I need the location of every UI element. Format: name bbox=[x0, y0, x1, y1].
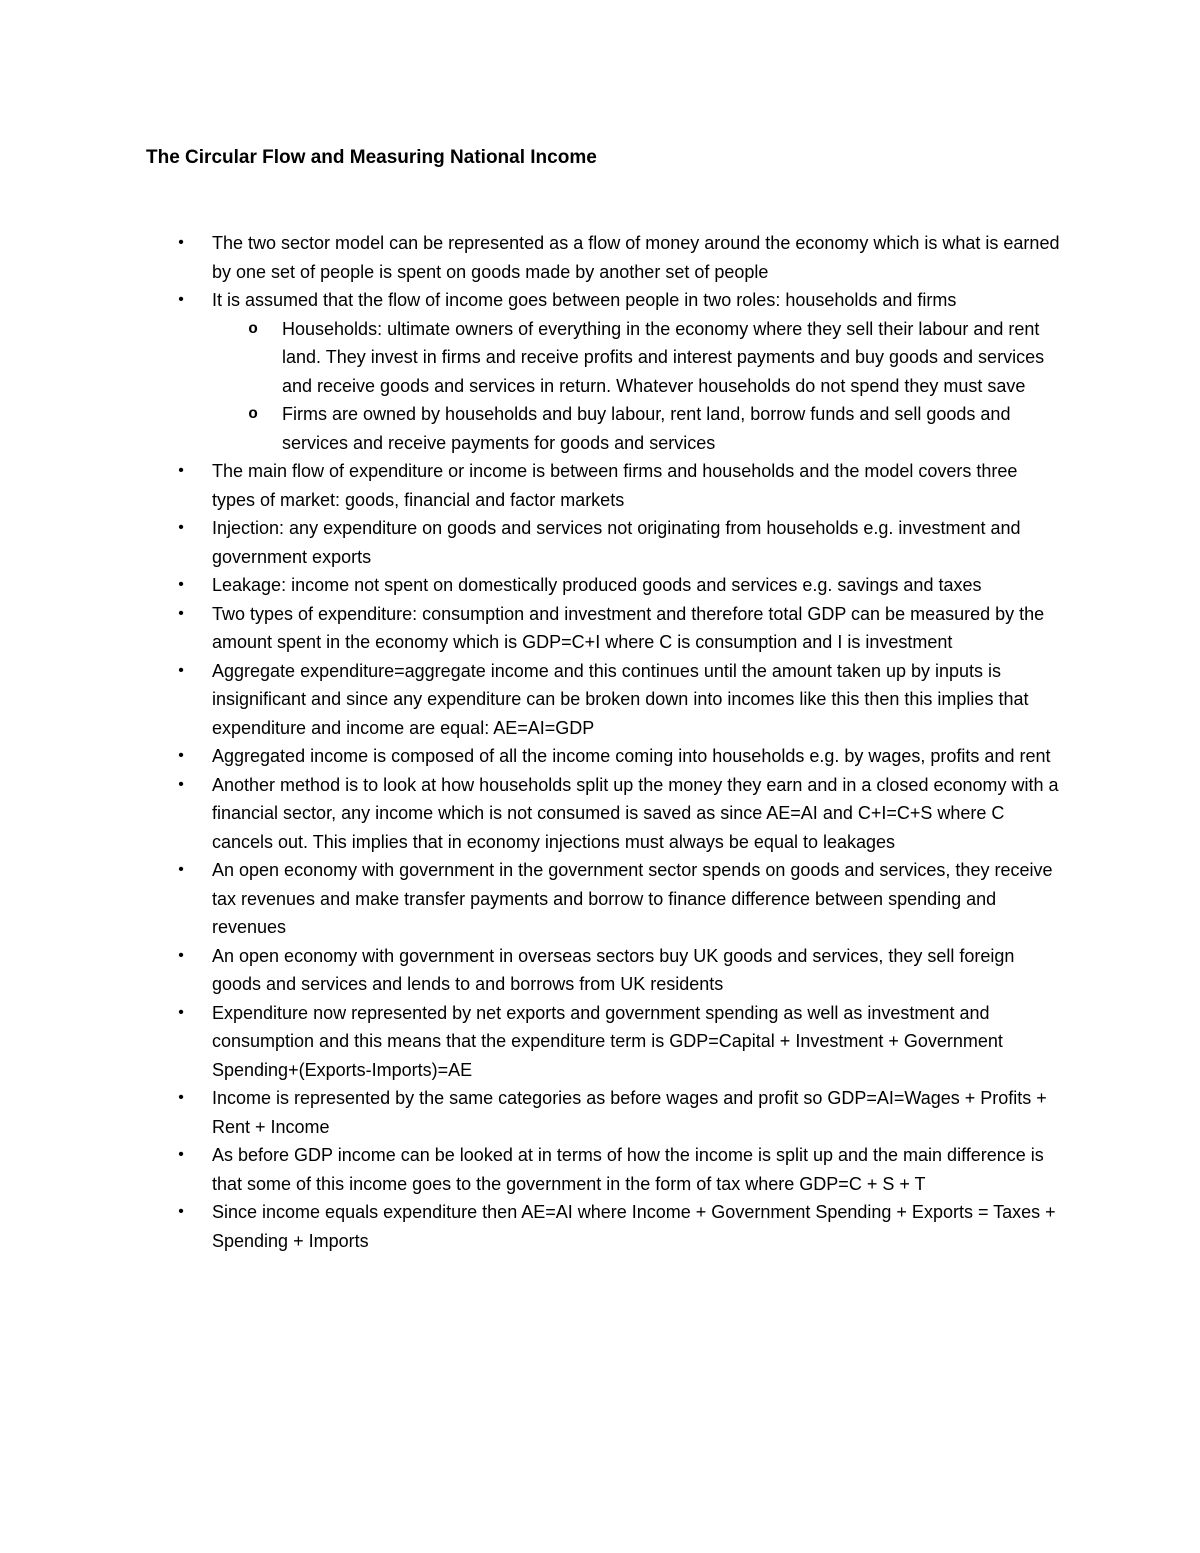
bullet-icon: • bbox=[178, 1089, 184, 1106]
bullet-icon: • bbox=[178, 1146, 184, 1163]
bullet-icon: • bbox=[178, 234, 184, 251]
sub-bullet-icon: o bbox=[248, 405, 258, 423]
list-item-text: Expenditure now represented by net exports and government spending as well as investment and consumption and this means that the expenditure term is GDP=Capital + Investment + Government Spending+(Exports-Imports)=AE bbox=[212, 1002, 1003, 1080]
bullet-icon: • bbox=[178, 462, 184, 479]
list-item-text: An open economy with government in overseas sectors buy UK goods and services, they sell foreign goods and services and lends to and borrows from UK residents bbox=[212, 945, 1015, 994]
list-item-text: Aggregate expenditure=aggregate income and this continues until the amount taken up by inputs is insignificant and since any expenditure can be broken down into incomes like this then this implies that expenditure and income are equal: AE=AI=GDP bbox=[212, 660, 1029, 738]
list-item bbox=[0, 457, 1060, 514]
list-item bbox=[0, 942, 1060, 999]
list-item bbox=[0, 1141, 1060, 1198]
list-item-text: An open economy with government in the government sector spends on goods and services, they receive tax revenues and make transfer payments and borrow to finance difference between spending and revenues bbox=[212, 860, 1053, 937]
bullet-icon: • bbox=[178, 861, 184, 878]
list-item bbox=[0, 600, 1060, 657]
bullet-icon: • bbox=[178, 576, 184, 593]
document-title: The Circular Flow and Measuring National Income bbox=[146, 147, 597, 168]
list-item bbox=[0, 657, 1060, 743]
bullet-icon: • bbox=[178, 604, 184, 622]
bullet-icon: • bbox=[178, 519, 184, 536]
sub-bullet-icon: o bbox=[248, 319, 258, 338]
list-item bbox=[0, 286, 1060, 457]
list-item-text: Injection: any expenditure on goods and services not originating from households e.g. investment and government exports bbox=[212, 518, 1021, 567]
list-item-text: Leakage: income not spent on domestically produced goods and services e.g. savings and taxes bbox=[212, 575, 982, 595]
list-item-text: Another method is to look at how households split up the money they earn and in a closed economy with a financial sector, any income which is not consumed is saved as since AE=AI and C+I=C+S where C cancels out. This implies that in economy injections must always be equal to leakages bbox=[212, 774, 1059, 852]
sub-list-item bbox=[0, 315, 1048, 401]
list-item bbox=[0, 856, 1060, 942]
bullet-icon: • bbox=[178, 291, 184, 308]
list-item-text: Aggregated income is composed of all the income coming into households e.g. by wages, profits and rent bbox=[212, 746, 1051, 766]
bullet-icon: • bbox=[178, 1003, 184, 1021]
list-item-text: Income is represented by the same categories as before wages and profit so GDP=AI=Wages + Profits + Rent + Income bbox=[212, 1088, 1047, 1137]
list-item-text: The two sector model can be represented as a flow of money around the economy which is what is earned by one set of people is spent on goods made by another set of people bbox=[212, 233, 1060, 282]
list-item bbox=[0, 742, 1060, 771]
list-item-text: It is assumed that the flow of income goes between people in two roles: households and firms bbox=[212, 290, 957, 310]
sub-list-item-text: Firms are owned by households and buy labour, rent land, borrow funds and sell goods and services and receive payments for goods and services bbox=[282, 404, 1011, 453]
bullet-icon: • bbox=[178, 946, 184, 964]
list-item-text: Since income equals expenditure then AE=AI where Income + Government Spending + Exports = Taxes + Spending + Imports bbox=[212, 1202, 1056, 1251]
sub-list bbox=[212, 315, 1060, 458]
list-item bbox=[0, 229, 1060, 286]
bullet-list bbox=[0, 229, 1200, 1255]
sub-list-item-text: Households: ultimate owners of everything in the economy where they sell their labour and rent land. They invest in firms and receive profits and interest payments and buy goods and services and receive goods and services in return. Whatever households do not spend they must save bbox=[282, 318, 1045, 396]
list-item bbox=[0, 1084, 1060, 1141]
bullet-icon: • bbox=[178, 775, 184, 793]
bullet-icon: • bbox=[178, 1203, 184, 1220]
list-item bbox=[0, 999, 1060, 1085]
sub-list-item bbox=[0, 400, 1048, 457]
bullet-icon: • bbox=[178, 747, 184, 764]
list-item-text: As before GDP income can be looked at in terms of how the income is split up and the main difference is that some of this income goes to the government in the form of tax where GDP=C + S + T bbox=[212, 1145, 1044, 1194]
list-item bbox=[0, 771, 1060, 857]
bullet-icon: • bbox=[178, 661, 184, 679]
list-item-text: Two types of expenditure: consumption and investment and therefore total GDP can be measured by the amount spent in the economy which is GDP=C+I where C is consumption and I is investment bbox=[212, 603, 1045, 652]
list-item bbox=[0, 514, 1060, 571]
list-item bbox=[0, 571, 1060, 600]
list-item bbox=[0, 1198, 1060, 1255]
list-item-text: The main flow of expenditure or income is between firms and households and the model covers three types of market: goods, financial and factor markets bbox=[212, 461, 1018, 510]
